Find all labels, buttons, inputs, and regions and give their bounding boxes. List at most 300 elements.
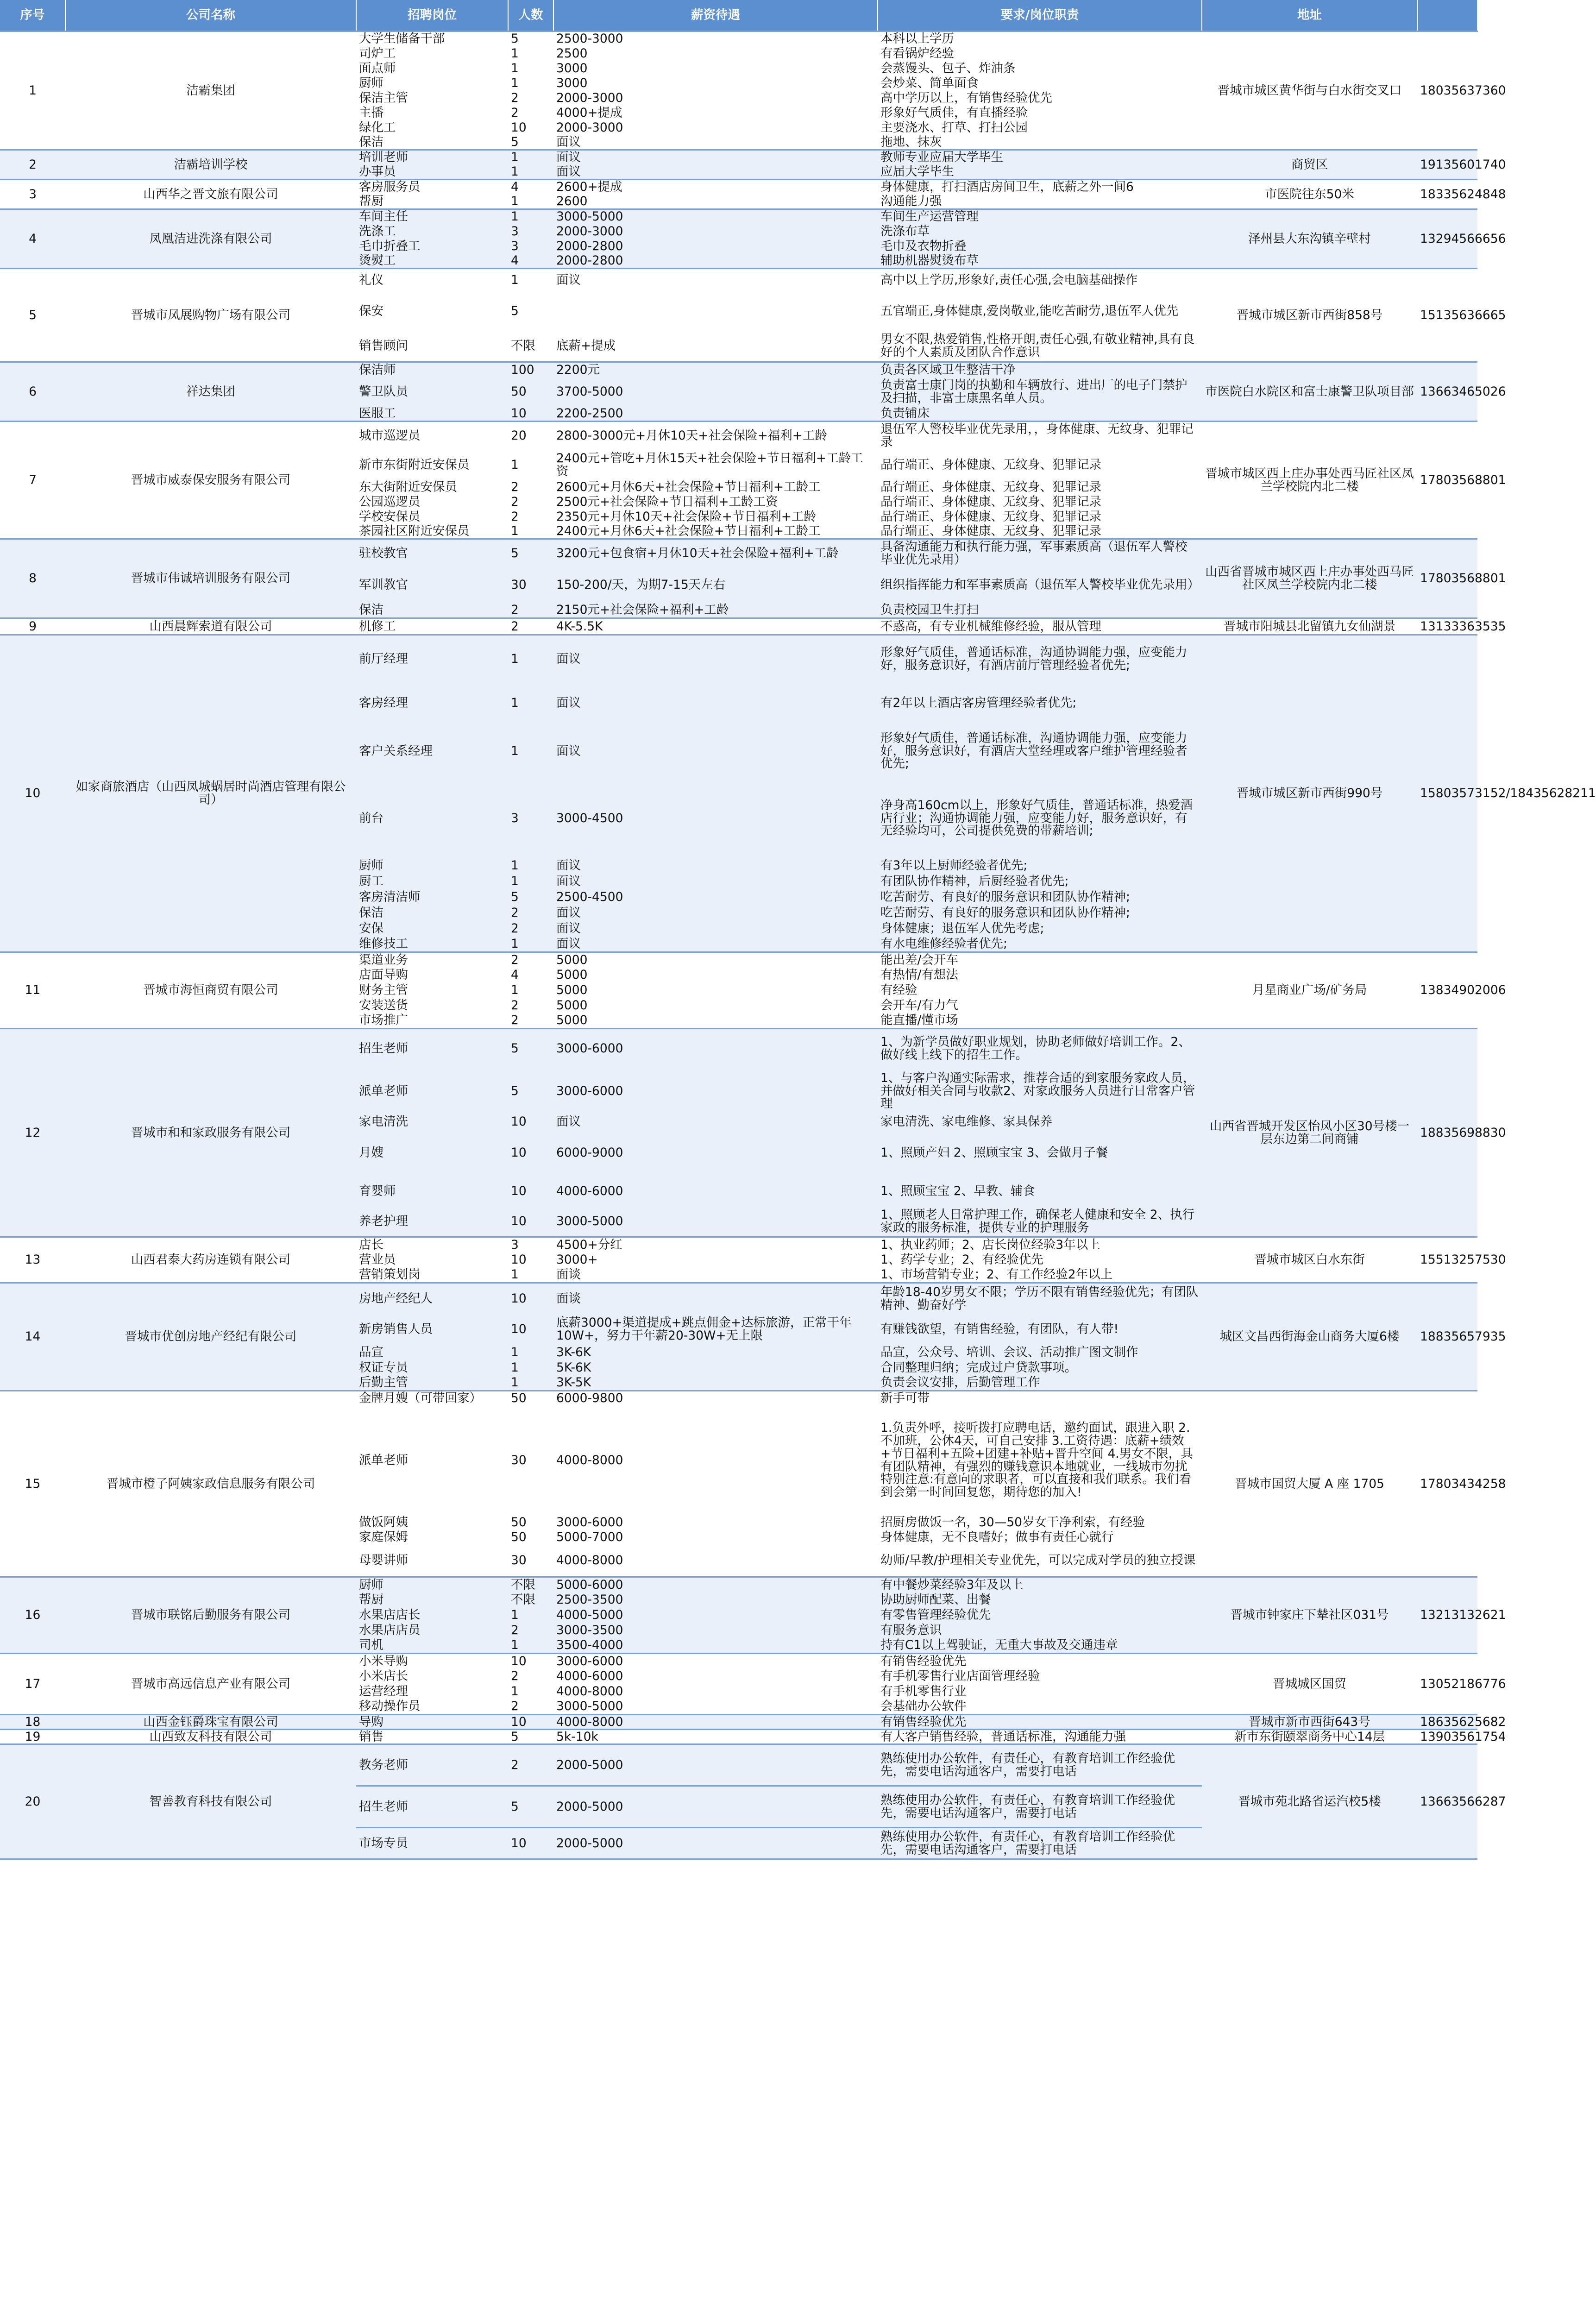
- table-row: [0, 1237, 1477, 1252]
- cell-position: 客房经理: [356, 683, 508, 724]
- cell-address: 市医院往东50米: [1202, 180, 1417, 209]
- cell-salary: 2000-3000: [553, 120, 878, 135]
- table-row: [0, 539, 1477, 568]
- cell-requirement: 熟练使用办公软件，有责任心，有教育培训工作经验优先，需要电话沟通客户，需要打电话: [878, 1744, 1202, 1786]
- cell-position: 帮厨: [356, 195, 508, 209]
- cell-salary: 面谈: [553, 1268, 878, 1283]
- cell-salary: 2600元+月休6天+社会保险+节日福利+工龄工: [553, 480, 878, 495]
- cell-no: 4: [0, 209, 65, 269]
- cell-count: 30: [508, 1545, 553, 1577]
- cell-requirement: 高中学历以上，有销售经验优先: [878, 91, 1202, 106]
- cell-position: 礼仪: [356, 269, 508, 292]
- cell-requirement: 年龄18-40岁男女不限；学历不限有销售经验优先；有团队精神、勤奋好学: [878, 1283, 1202, 1314]
- cell-position: 招生老师: [356, 1786, 508, 1828]
- cell-salary: 2500-3500: [553, 1592, 878, 1608]
- cell-requirement: 品行端正、身体健康、无纹身、犯罪记录: [878, 510, 1202, 524]
- cell-count: 1: [508, 683, 553, 724]
- cell-position: 安保: [356, 921, 508, 937]
- cell-position: 品宣: [356, 1345, 508, 1360]
- cell-count: 1: [508, 1268, 553, 1283]
- cell-position: 保洁: [356, 135, 508, 150]
- cell-no: 13: [0, 1237, 65, 1283]
- cell-no: 6: [0, 362, 65, 422]
- company-group: [0, 362, 1506, 422]
- cell-company-name: 如家商旅酒店（山西凤城蜗居时尚酒店管理有限公司）: [65, 635, 356, 952]
- cell-count: 10: [508, 1130, 553, 1176]
- cell-address: 晋城市新市西街643号: [1202, 1715, 1417, 1730]
- cell-salary: 面议: [553, 1114, 878, 1130]
- company-group: [0, 1391, 1506, 1577]
- table-row: [0, 1283, 1477, 1314]
- table-row: [0, 1391, 1477, 1406]
- cell-no: 3: [0, 180, 65, 209]
- cell-requirement: 男女不限,热爱销售,性格开朗,责任心强,有敬业精神,具有良好的个人素质及团队合作意识: [878, 331, 1202, 362]
- cell-count: 5: [508, 1068, 553, 1114]
- cell-position: 营销策划岗: [356, 1268, 508, 1283]
- cell-position: 毛巾折叠工: [356, 239, 508, 254]
- cell-requirement: 身体健康，无不良嗜好；做事有责任心就行: [878, 1530, 1202, 1545]
- cell-salary: 3700-5000: [553, 378, 878, 407]
- cell-count: 1: [508, 1608, 553, 1623]
- cell-requirement: 能出差/会开车: [878, 952, 1202, 968]
- cell-salary: 面议: [553, 135, 878, 150]
- cell-address: 晋城城区国贸: [1202, 1654, 1417, 1715]
- cell-position: 市场专员: [356, 1828, 508, 1859]
- cell-position: 机修工: [356, 618, 508, 635]
- cell-position: 移动操作员: [356, 1699, 508, 1715]
- cell-count: 1: [508, 1360, 553, 1376]
- cell-count: 2: [508, 905, 553, 921]
- cell-phone: 13294566656: [1417, 209, 1477, 269]
- company-group: [0, 150, 1506, 180]
- cell-count: 2: [508, 1669, 553, 1684]
- cell-salary: 5k-10k: [553, 1730, 878, 1744]
- cell-salary: 面议: [553, 165, 878, 180]
- cell-position: 新房销售人员: [356, 1314, 508, 1345]
- cell-position: 家庭保姆: [356, 1530, 508, 1545]
- cell-count: 1: [508, 937, 553, 952]
- cell-address: 市医院白水院区和富士康警卫队项目部: [1202, 362, 1417, 422]
- cell-requirement: 会开车/有力气: [878, 998, 1202, 1013]
- cell-salary: 5000-6000: [553, 1577, 878, 1592]
- cell-salary: 3000-3500: [553, 1623, 878, 1638]
- cell-position: 招生老师: [356, 1029, 508, 1068]
- cell-salary: 3000-5000: [553, 209, 878, 224]
- cell-position: 办事员: [356, 165, 508, 180]
- cell-salary: 3000-5000: [553, 1207, 878, 1237]
- table-row: [0, 209, 1477, 224]
- cell-count: 1: [508, 874, 553, 889]
- cell-salary: 4000-6000: [553, 1669, 878, 1684]
- cell-position: 店长: [356, 1237, 508, 1252]
- cell-requirement: 有销售经验优先: [878, 1654, 1202, 1669]
- cell-company-name: 洁霸培训学校: [65, 150, 356, 180]
- cell-count: 10: [508, 1176, 553, 1207]
- cell-count: 10: [508, 407, 553, 422]
- cell-requirement: 1、为新学员做好职业规划，协助老师做好培训工作。2、做好线上线下的招生工作。: [878, 1029, 1202, 1068]
- cell-count: 1: [508, 983, 553, 998]
- header-position: 招聘岗位: [356, 0, 508, 31]
- company-group: [0, 1729, 1506, 1744]
- cell-no: 11: [0, 952, 65, 1029]
- cell-salary: 2500-3000: [553, 31, 878, 46]
- cell-phone: 18835698830: [1417, 1029, 1477, 1237]
- cell-company-name: 晋城市威泰保安服务有限公司: [65, 422, 356, 539]
- cell-count: 2: [508, 91, 553, 106]
- cell-company-name: 晋城市高远信息产业有限公司: [65, 1654, 356, 1715]
- cell-count: 50: [508, 1391, 553, 1406]
- cell-no: 19: [0, 1730, 65, 1744]
- company-group: [0, 1654, 1506, 1715]
- cell-position: 厨工: [356, 874, 508, 889]
- cell-salary: 4500+分红: [553, 1237, 878, 1252]
- company-group: [0, 1577, 1506, 1654]
- header-requirement: 要求/岗位职责: [878, 0, 1202, 31]
- cell-salary: 面议: [553, 937, 878, 952]
- cell-address: 晋城市国贸大厦 A 座 1705: [1202, 1391, 1417, 1577]
- table-row: [0, 618, 1477, 635]
- cell-position: 面点师: [356, 61, 508, 76]
- cell-count: 50: [508, 1515, 553, 1530]
- cell-salary: 2400元+管吃+月休15天+社会保险+节日福利+工龄工资: [553, 450, 878, 480]
- cell-requirement: 有看锅炉经验: [878, 46, 1202, 61]
- cell-count: 5: [508, 1786, 553, 1828]
- cell-company-name: 晋城市伟诚培训服务有限公司: [65, 539, 356, 618]
- cell-count: 10: [508, 1252, 553, 1268]
- cell-salary: 4K-5.5K: [553, 618, 878, 635]
- cell-count: 2: [508, 480, 553, 495]
- cell-requirement: 1、与客户沟通实际需求，推荐合适的到家服务家政人员，并做好相关合同与收款2、对家政服务人员进行日常客户管理: [878, 1068, 1202, 1114]
- company-group: [0, 618, 1506, 635]
- cell-requirement: 有水电维修经验者优先;: [878, 937, 1202, 952]
- company-group: [0, 422, 1506, 539]
- cell-salary: 2600+提成: [553, 180, 878, 195]
- cell-requirement: 辅助机器熨烫布草: [878, 254, 1202, 269]
- cell-requirement: 拖地、抹灰: [878, 135, 1202, 150]
- cell-count: 5: [508, 292, 553, 331]
- cell-position: 养老护理: [356, 1207, 508, 1237]
- cell-position: 保洁师: [356, 362, 508, 378]
- company-group: [0, 635, 1596, 952]
- cell-requirement: 有手机零售行业: [878, 1684, 1202, 1699]
- cell-salary: 4000-5000: [553, 1608, 878, 1623]
- cell-salary: 2000-5000: [553, 1828, 878, 1859]
- cell-salary: 3200元+包食宿+月休10天+社会保险+福利+工龄: [553, 539, 878, 568]
- cell-company-name: 晋城市联铭后勤服务有限公司: [65, 1577, 356, 1654]
- cell-position: 警卫队员: [356, 378, 508, 407]
- cell-address: 山西省晋城市城区西上庄办事处西马匠社区凤兰学校院内北二楼: [1202, 539, 1417, 618]
- cell-requirement: 会炒菜、简单面食: [878, 76, 1202, 91]
- cell-salary: 2000-3000: [553, 224, 878, 239]
- cell-count: 20: [508, 422, 553, 450]
- cell-company-name: 洁霸集团: [65, 31, 356, 150]
- cell-company-name: 山西金钰爵珠宝有限公司: [65, 1715, 356, 1730]
- cell-count: 1: [508, 76, 553, 91]
- company-group: [0, 1744, 1506, 1859]
- table-row: [0, 635, 1477, 683]
- company-group: [0, 269, 1506, 362]
- cell-position: 帮厨: [356, 1592, 508, 1608]
- cell-no: 1: [0, 31, 65, 150]
- cell-position: 绿化工: [356, 120, 508, 135]
- cell-company-name: 山西华之晋文旅有限公司: [65, 180, 356, 209]
- cell-position: 小米店长: [356, 1669, 508, 1684]
- cell-position: 城市巡逻员: [356, 422, 508, 450]
- cell-position: 客户关系经理: [356, 724, 508, 779]
- cell-requirement: 主要浇水、打草、打扫公园: [878, 120, 1202, 135]
- cell-phone: 19135601740: [1417, 150, 1477, 180]
- cell-position: 前厅经理: [356, 635, 508, 683]
- cell-position: 做饭阿姨: [356, 1515, 508, 1530]
- cell-phone: 18335624848: [1417, 180, 1477, 209]
- header-company: 公司名称: [65, 0, 356, 31]
- cell-salary: 4000-6000: [553, 1176, 878, 1207]
- cell-requirement: 1.负责外呼，接听拨打应聘电话，邀约面试，跟进入职 2.不加班，公休4天，可自己安排 3.工资待遇：底薪+绩效+节日福利+五险+团建+补贴+晋升空间 4.男女不限，具有团队精神，有强烈的赚钱意识本地就业，一线城市勿扰 特别注意:有意向的求职者，可以直接和我们联系。我们看到会第一时间回复您，期待您的加入!: [878, 1406, 1202, 1515]
- cell-phone: 18635625682: [1417, 1715, 1477, 1730]
- cell-requirement: 1、执业药师；2、店长岗位经验3年以上: [878, 1237, 1202, 1252]
- cell-company-name: 山西晨辉索道有限公司: [65, 618, 356, 635]
- cell-salary: 5000: [553, 952, 878, 968]
- cell-requirement: 吃苦耐劳、有良好的服务意识和团队协作精神;: [878, 905, 1202, 921]
- cell-salary: 5000: [553, 968, 878, 983]
- cell-requirement: 身体健康；退伍军人优先考虑;: [878, 921, 1202, 937]
- cell-company-name: 凤凰洁进洗涤有限公司: [65, 209, 356, 269]
- cell-position: 厨师: [356, 858, 508, 874]
- cell-count: 4: [508, 254, 553, 269]
- cell-salary: 4000-8000: [553, 1684, 878, 1699]
- cell-salary: 2400元+月休6天+社会保险+节日福利+工龄工: [553, 524, 878, 539]
- cell-phone: 13663566287: [1417, 1744, 1477, 1859]
- cell-count: 2: [508, 603, 553, 618]
- cell-requirement: 车间生产运营管理: [878, 209, 1202, 224]
- cell-salary: 2500元+社会保险+节日福利+工龄工资: [553, 495, 878, 510]
- cell-count: 不限: [508, 1577, 553, 1592]
- cell-requirement: 有热情/有想法: [878, 968, 1202, 983]
- cell-salary: 3000+: [553, 1252, 878, 1268]
- cell-position: 维修技工: [356, 937, 508, 952]
- cell-count: 2: [508, 618, 553, 635]
- cell-position: 保洁主管: [356, 91, 508, 106]
- cell-position: 销售: [356, 1730, 508, 1744]
- cell-no: 14: [0, 1283, 65, 1391]
- table-row: [0, 180, 1477, 195]
- cell-salary: 2000-5000: [553, 1786, 878, 1828]
- company-group: [0, 1714, 1506, 1730]
- cell-company-name: 晋城市橙子阿姨家政信息服务有限公司: [65, 1391, 356, 1577]
- table-row: [0, 1715, 1477, 1730]
- cell-count: 10: [508, 1114, 553, 1130]
- cell-count: 1: [508, 1376, 553, 1391]
- header-no: 序号: [0, 0, 65, 31]
- cell-requirement: 能直播/懂市场: [878, 1013, 1202, 1029]
- cell-count: 1: [508, 635, 553, 683]
- cell-salary: 2200-2500: [553, 407, 878, 422]
- cell-count: 2: [508, 952, 553, 968]
- cell-requirement: 熟练使用办公软件，有责任心，有教育培训工作经验优先，需要电话沟通客户，需要打电话: [878, 1828, 1202, 1859]
- cell-no: 20: [0, 1744, 65, 1859]
- cell-address: 晋城市钟家庄下辇社区031号: [1202, 1577, 1417, 1654]
- cell-phone: 13903561754: [1417, 1730, 1477, 1744]
- company-group: [0, 1029, 1506, 1237]
- cell-requirement: 合同整理归纳；完成过户贷款事项。: [878, 1360, 1202, 1376]
- cell-count: 1: [508, 61, 553, 76]
- cell-position: 教务老师: [356, 1744, 508, 1786]
- cell-requirement: 本科以上学历: [878, 31, 1202, 46]
- cell-address: 晋城市苑北路省运汽校5楼: [1202, 1744, 1417, 1859]
- company-group: [0, 1237, 1506, 1283]
- cell-salary: 面议: [553, 905, 878, 921]
- cell-requirement: 协助厨师配菜、出餐: [878, 1592, 1202, 1608]
- cell-requirement: 招厨房做饭一名，30—50岁女干净利索，有经验: [878, 1515, 1202, 1530]
- cell-position: 市场推广: [356, 1013, 508, 1029]
- company-group: [0, 31, 1506, 150]
- cell-salary: 面议: [553, 921, 878, 937]
- cell-count: 3: [508, 1237, 553, 1252]
- cell-requirement: 毛巾及衣物折叠: [878, 239, 1202, 254]
- cell-no: 18: [0, 1715, 65, 1730]
- cell-salary: 面议: [553, 150, 878, 165]
- cell-salary: 3000-5000: [553, 1699, 878, 1715]
- cell-position: 派单老师: [356, 1068, 508, 1114]
- cell-position: 小米导购: [356, 1654, 508, 1669]
- cell-count: 10: [508, 1207, 553, 1237]
- cell-address: 山西省晋城开发区怡凤小区30号楼一层东边第二间商铺: [1202, 1029, 1417, 1237]
- cell-salary: 4000-8000: [553, 1545, 878, 1577]
- cell-position: 洗涤工: [356, 224, 508, 239]
- company-group: [0, 539, 1506, 618]
- cell-count: 1: [508, 858, 553, 874]
- cell-position: 司炉工: [356, 46, 508, 61]
- cell-salary: 3000-6000: [553, 1029, 878, 1068]
- cell-address: 晋城市城区新市西街858号: [1202, 269, 1417, 362]
- cell-salary: 2000-5000: [553, 1744, 878, 1786]
- cell-salary: [553, 292, 878, 331]
- cell-salary: 5000: [553, 1013, 878, 1029]
- header-count: 人数: [508, 0, 553, 31]
- cell-requirement: 有赚钱欲望，有销售经验，有团队，有人带!: [878, 1314, 1202, 1345]
- cell-count: 1: [508, 165, 553, 180]
- cell-salary: 面议: [553, 724, 878, 779]
- cell-salary: 2350元+月休10天+社会保险+节日福利+工龄: [553, 510, 878, 524]
- cell-requirement: 负责铺床: [878, 407, 1202, 422]
- cell-address: 晋城市阳城县北留镇九女仙湖景: [1202, 618, 1417, 635]
- cell-salary: 4000-8000: [553, 1406, 878, 1515]
- cell-salary: 3K-5K: [553, 1376, 878, 1391]
- cell-salary: 6000-9000: [553, 1130, 878, 1176]
- cell-phone: 17803568801: [1417, 422, 1477, 539]
- cell-requirement: 家电清洗、家电维修、家具保养: [878, 1114, 1202, 1130]
- cell-requirement: 幼师/早教/护理相关专业优先，可以完成对学员的独立授课: [878, 1545, 1202, 1577]
- cell-salary: 150-200/天，为期7-15天左右: [553, 568, 878, 603]
- cell-count: 1: [508, 195, 553, 209]
- cell-salary: 6000-9800: [553, 1391, 878, 1406]
- cell-salary: 3000: [553, 61, 878, 76]
- cell-salary: 5K-6K: [553, 1360, 878, 1376]
- cell-position: 育婴师: [356, 1176, 508, 1207]
- cell-position: 保洁: [356, 603, 508, 618]
- cell-count: 10: [508, 1283, 553, 1314]
- cell-position: 水果店店长: [356, 1608, 508, 1623]
- cell-position: 大学生储备干部: [356, 31, 508, 46]
- cell-no: 8: [0, 539, 65, 618]
- cell-requirement: 有零售管理经验优先: [878, 1608, 1202, 1623]
- cell-requirement: 有服务意识: [878, 1623, 1202, 1638]
- cell-salary: 2000-2800: [553, 239, 878, 254]
- cell-count: 2: [508, 1744, 553, 1786]
- cell-requirement: 品行端正、身体健康、无纹身、犯罪记录: [878, 480, 1202, 495]
- cell-count: 100: [508, 362, 553, 378]
- cell-requirement: 沟通能力强: [878, 195, 1202, 209]
- cell-position: 安装送货: [356, 998, 508, 1013]
- cell-company-name: 山西致友科技有限公司: [65, 1730, 356, 1744]
- cell-phone: 18035637360: [1417, 31, 1477, 150]
- cell-company-name: 祥达集团: [65, 362, 356, 422]
- cell-salary: 4000-8000: [553, 1715, 878, 1730]
- cell-address: 晋城市城区白水东街: [1202, 1237, 1417, 1283]
- cell-salary: 2500: [553, 46, 878, 61]
- cell-count: 3: [508, 779, 553, 858]
- cell-salary: 5000-7000: [553, 1530, 878, 1545]
- company-group: [0, 209, 1506, 269]
- cell-requirement: 负责富士康门岗的执勤和车辆放行、进出厂的电子门禁护及扫描，非富士康黑名单人员。: [878, 378, 1202, 407]
- cell-requirement: 1、照顾产妇 2、照顾宝宝 3、会做月子餐: [878, 1130, 1202, 1176]
- cell-requirement: 吃苦耐劳、有良好的服务意识和团队协作精神;: [878, 889, 1202, 905]
- cell-count: 5: [508, 135, 553, 150]
- cell-count: 30: [508, 1406, 553, 1515]
- cell-position: 家电清洗: [356, 1114, 508, 1130]
- cell-position: 培训老师: [356, 150, 508, 165]
- cell-no: 7: [0, 422, 65, 539]
- cell-requirement: 1、药学专业；2、有经验优先: [878, 1252, 1202, 1268]
- cell-count: 2: [508, 1623, 553, 1638]
- cell-count: 不限: [508, 331, 553, 362]
- cell-count: 1: [508, 150, 553, 165]
- cell-position: 派单老师: [356, 1406, 508, 1515]
- cell-count: 2: [508, 510, 553, 524]
- cell-requirement: 五官端正,身体健康,爱岗敬业,能吃苦耐劳,退伍军人优先: [878, 292, 1202, 331]
- cell-company-name: 晋城市海恒商贸有限公司: [65, 952, 356, 1029]
- cell-no: 2: [0, 150, 65, 180]
- cell-count: 4: [508, 180, 553, 195]
- cell-position: 导购: [356, 1715, 508, 1730]
- cell-requirement: 教师专业应届大学毕生: [878, 150, 1202, 165]
- cell-count: 10: [508, 1654, 553, 1669]
- cell-requirement: 具备沟通能力和执行能力强，军事素质高（退伍军人警校毕业优先录用）: [878, 539, 1202, 568]
- header-address: 地址: [1202, 0, 1417, 31]
- cell-count: 10: [508, 1715, 553, 1730]
- cell-no: 12: [0, 1029, 65, 1237]
- cell-position: 茶园社区附近安保员: [356, 524, 508, 539]
- cell-position: 水果店店员: [356, 1623, 508, 1638]
- cell-address: 新市东街颐翠商务中心14层: [1202, 1730, 1417, 1744]
- table-row: [0, 362, 1477, 378]
- cell-company-name: 晋城市凤展购物广场有限公司: [65, 269, 356, 362]
- cell-count: 2: [508, 495, 553, 510]
- cell-salary: 底薪3000+渠道提成+跳点佣金+达标旅游，正常干年10W+，努力干年薪20-30W+无上限: [553, 1314, 878, 1345]
- cell-salary: 面议: [553, 269, 878, 292]
- cell-count: 5: [508, 539, 553, 568]
- cell-salary: 底薪+提成: [553, 331, 878, 362]
- cell-requirement: 组织指挥能力和军事素质高（退伍军人警校毕业优先录用）: [878, 568, 1202, 603]
- cell-phone: 13052186776: [1417, 1654, 1477, 1715]
- cell-company-name: 晋城市和和家政服务有限公司: [65, 1029, 356, 1237]
- cell-position: 新市东街附近安保员: [356, 450, 508, 480]
- cell-salary: 4000+提成: [553, 106, 878, 120]
- cell-count: 50: [508, 1530, 553, 1545]
- cell-count: 5: [508, 31, 553, 46]
- cell-position: 保洁: [356, 905, 508, 921]
- cell-requirement: 负责各区域卫生整洁干净: [878, 362, 1202, 378]
